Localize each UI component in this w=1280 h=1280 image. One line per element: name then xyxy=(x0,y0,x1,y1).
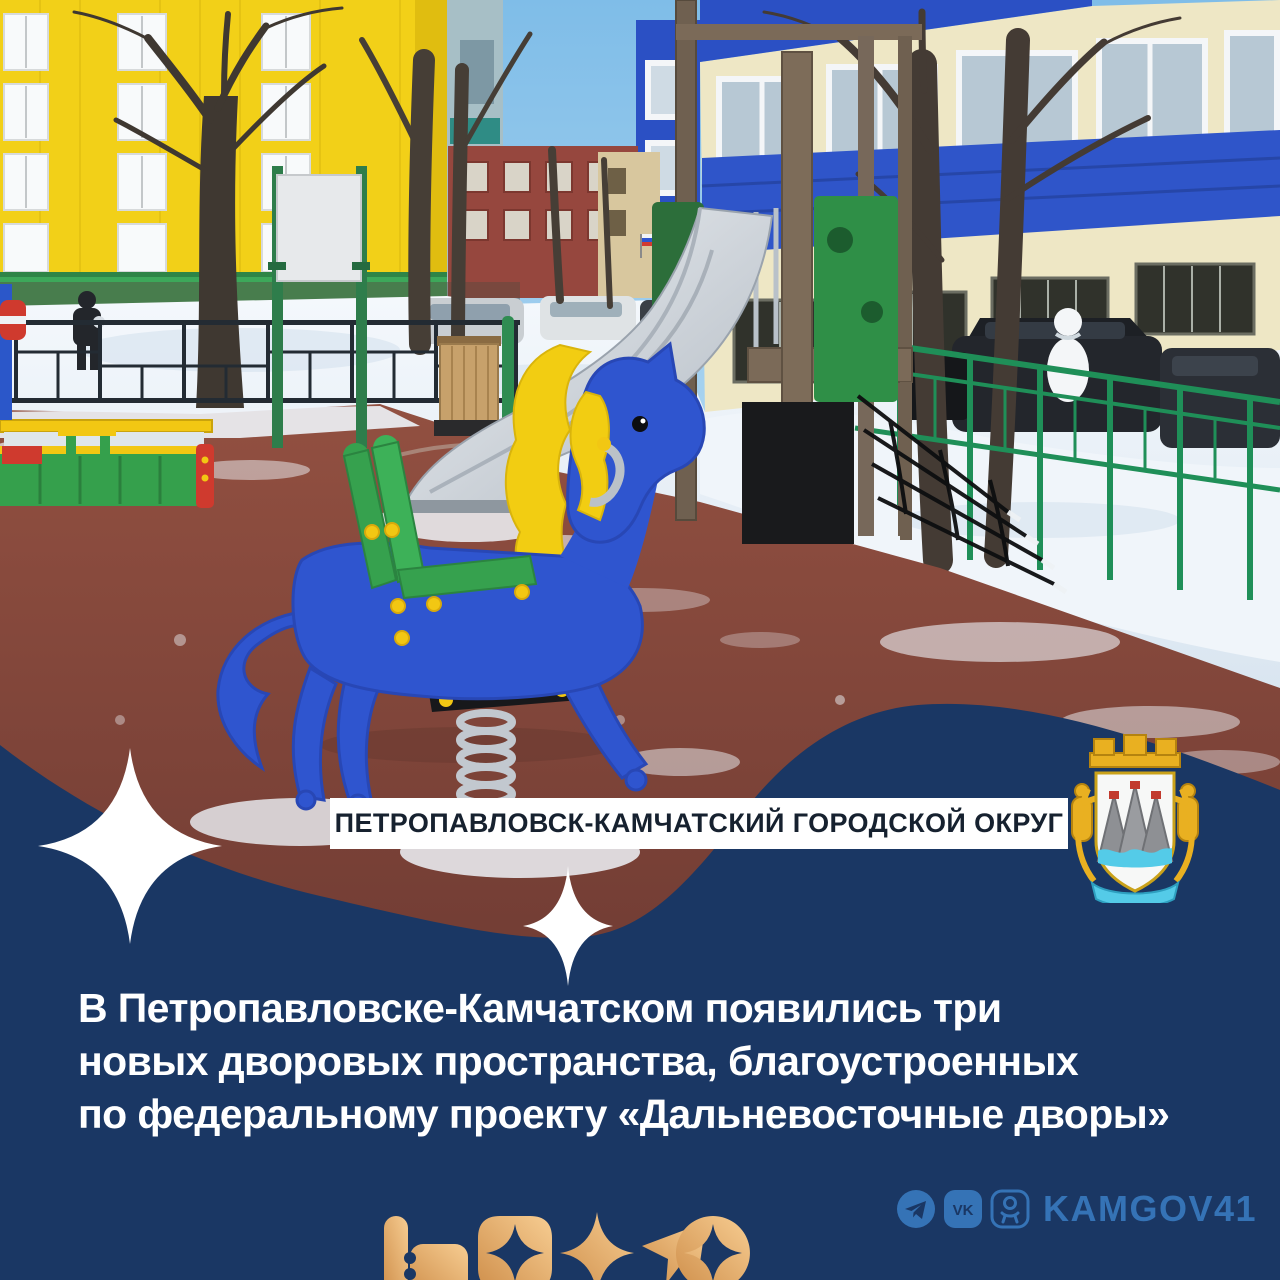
decor-icon-row xyxy=(382,1210,750,1280)
thumbs-up-icon xyxy=(384,1216,468,1280)
circle-star-icon xyxy=(676,1216,750,1280)
emblem-crown xyxy=(1090,735,1180,767)
telegram-icon xyxy=(896,1189,936,1229)
headline-line-2: новых дворовых пространства, благоустроенных xyxy=(78,1038,1079,1084)
banner-title: ПЕТРОПАВЛОВСК-КАМЧАТСКИЙ ГОРОДСКОЙ ОКРУГ xyxy=(334,808,1064,838)
svg-text:VK: VK xyxy=(952,1202,974,1219)
city-coat-of-arms xyxy=(1058,733,1212,903)
headline-line-3: по федеральному проекту «Дальневосточные дворы» xyxy=(78,1091,1170,1137)
banner-strip xyxy=(330,798,1068,849)
vk-icon xyxy=(943,1189,983,1229)
headline xyxy=(78,982,1228,1141)
social-handle: KAMGOV41 xyxy=(1043,1188,1258,1229)
social-row xyxy=(896,1188,1257,1230)
emblem-water xyxy=(1098,848,1172,868)
sparkle-icon xyxy=(560,1212,634,1280)
headline-line-1: В Петропавловске-Камчатском появились три xyxy=(78,985,1002,1031)
rounded-square-star-icon xyxy=(478,1216,552,1280)
odnoklassniki-icon xyxy=(990,1189,1030,1229)
